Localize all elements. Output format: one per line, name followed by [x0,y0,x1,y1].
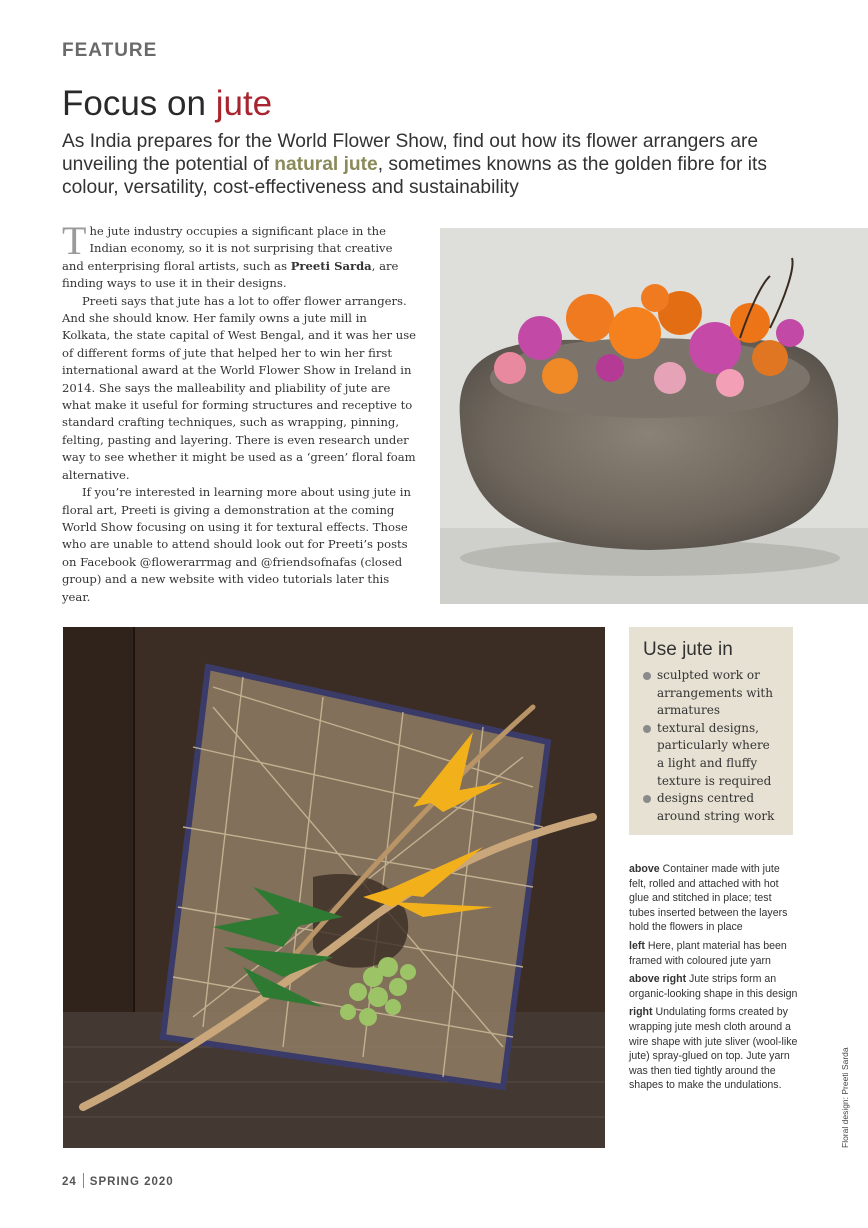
tip-text: textural designs, particularly where a light and fluffy texture is required [657,720,772,788]
tip-box-title: Use jute in [643,639,733,660]
caption-label: right [629,1006,653,1019]
tip-list-item [643,790,779,825]
caption-label: left [629,939,645,952]
standfirst-bold: natural jute [274,154,378,175]
standfirst-part1: As India prepares for the World Flower Show, find out how its flower arrangers are unveiling the potential of [62,131,759,175]
caption-left [629,939,799,968]
photo-credit: Floral design: Preeti Sarda [840,1047,850,1148]
jute-frame-illustration [63,627,605,1148]
caption-text: Jute strips form an organic-looking shape in this design [629,973,798,1000]
page-title [62,84,272,124]
paragraph-3: If you’re interested in learning more about using jute in floral art, Preeti is giving a demonstration at the coming World Show focusing on using it for textural effects. Those who are unable to attend should look out for Preeti’s posts on Facebook @flowerarrmag and @friendsofnafas (closed group) and a new website with video tutorials later this year. [62,485,411,604]
section-label: FEATURE [62,40,158,61]
bullet-icon [643,725,651,733]
page-number: 24 [62,1176,77,1188]
caption-right [629,1005,799,1093]
tip-list [643,667,779,825]
photo-jute-frame [63,627,605,1148]
photo-jute-container [440,228,868,604]
footer-divider [83,1173,84,1188]
p1-text-b: , are finding ways to use it in their designs. [62,258,399,291]
tip-box [629,627,793,835]
p1-text-a: he jute industry occupies a significant place in the Indian economy, so it is not surprising that creative and enterprising floral artists, such as [62,224,393,273]
caption-text: Container made with jute felt, rolled and attached with hot glue and stitched in place; test tubes inserted between the layers hold the flowers in place [629,863,788,934]
tip-text: sculpted work or arrangements with armatures [657,668,773,718]
caption-label: above [629,863,660,875]
drop-cap: T [62,218,87,263]
standfirst-part2: , sometimes knowns as the golden fibre for its colour, versatility, cost-effectiveness and sustainability [62,154,767,198]
tip-text: designs centred around string work [657,791,775,823]
bullet-icon [643,672,651,680]
issue-label: SPRING 2020 [89,1176,174,1188]
caption-text: Undulating forms created by wrapping jute mesh cloth around a wire shape with jute sliver (wool-like jute) spray-glued on top. Jute yarn was then tied tightly around the shapes to make the undulations. [629,1006,798,1092]
caption-label: above right [629,973,687,986]
page-footer [62,1173,174,1188]
tip-list-item [643,667,779,720]
standfirst [62,130,802,199]
tip-list-item [643,720,779,790]
title-accent: jute [215,84,273,123]
caption-above-right [629,972,799,1001]
article-body [62,218,416,606]
paragraph-2: Preeti says that jute has a lot to offer flower arrangers. And she should know. Her family owns a jute mill in Kolkata, the state capital of West Bengal, and it was her use of different forms of jute that helped her to win her first international award at the World Flower Show in Ireland in 2014. She says the malleability and pliability of jute are what make it useful for forming structures and receptive to standard crafting techniques, such as wrapping, pinning, felting, pasting and layering. There is even research under way to see whether it might be used as a ‘green’ floral foam alternative. [62,293,416,482]
jute-container-illustration [440,228,868,604]
paragraph-1 [62,218,416,293]
bullet-icon [643,795,651,803]
title-prefix: Focus on [62,84,216,123]
designer-name: Preeti Sarda [290,258,372,273]
caption-text: Here, plant material has been framed with coloured jute yarn [629,939,787,967]
photo-captions [629,862,799,1097]
caption-above [629,862,799,935]
